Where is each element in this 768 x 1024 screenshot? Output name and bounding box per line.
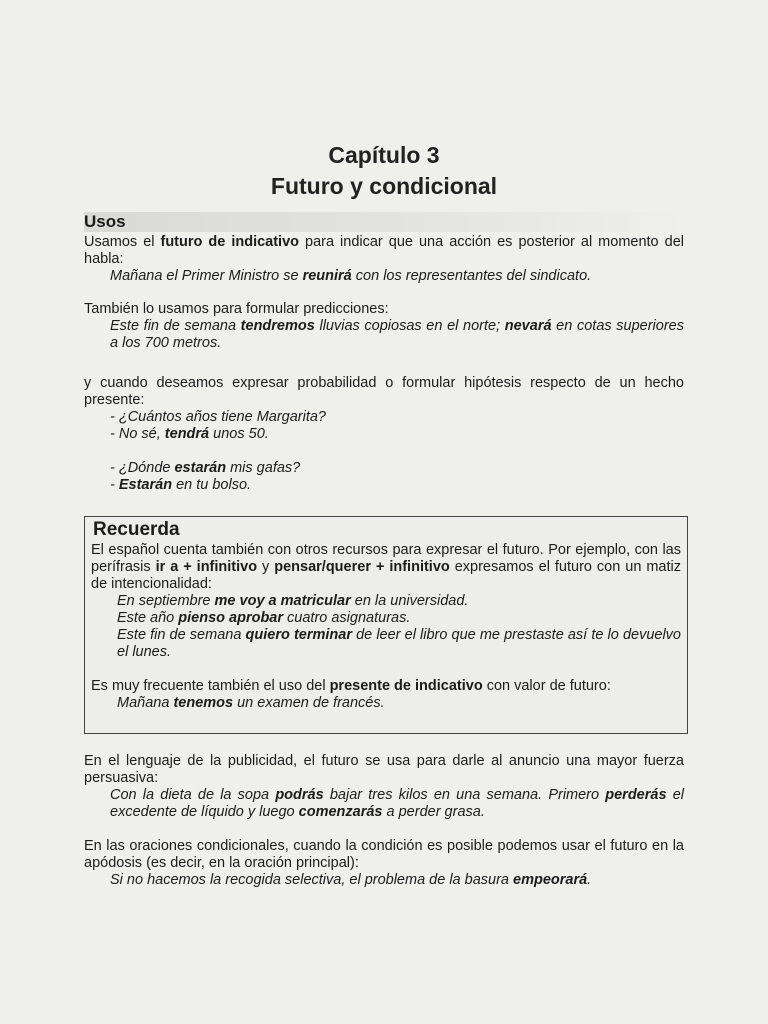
condicionales-text: En las oraciones condicionales, cuando la condición es posible podemos usar el futuro en la apódosis (es decir, en la oración principal):	[84, 838, 684, 871]
recuerda-heading: Recuerda	[93, 519, 180, 540]
text-run: .	[587, 872, 592, 888]
text-run: a perder grasa.	[382, 804, 485, 820]
usos-p3-text: y cuando deseamos expresar probabilidad o formular hipótesis respecto de un hecho presente:	[84, 375, 684, 408]
bold-term: presente de indicativo	[329, 678, 483, 694]
text-run: Este año	[117, 610, 179, 626]
bold-term: perderás	[605, 787, 667, 803]
recuerda-example-1	[91, 593, 681, 610]
bold-term: ir a + infinitivo	[155, 559, 258, 575]
publicidad-example	[84, 787, 684, 821]
bold-term: empeorará	[513, 872, 588, 888]
usos-p2-example	[84, 318, 684, 352]
bold-term: podrás	[275, 787, 324, 803]
text-run: - ¿Dónde	[110, 460, 175, 476]
publicidad-section	[84, 753, 684, 821]
text-run: de leer el libro que me prestaste así te lo devuelvo el lunes.	[117, 627, 681, 660]
text-run: -	[110, 477, 119, 493]
chapter-title-block	[0, 140, 768, 202]
text-run: con valor de futuro:	[482, 678, 611, 694]
text-run: el excedente de líquido y luego	[110, 787, 685, 820]
bold-term: me voy a matricular	[214, 593, 351, 609]
dialog-line-3	[84, 460, 684, 477]
bold-term: tendrá	[164, 426, 210, 442]
text-run: Este fin de semana	[117, 627, 246, 643]
bold-term: futuro de indicativo	[160, 234, 299, 250]
text-run: y	[257, 559, 275, 575]
usos-heading: Usos	[84, 212, 684, 232]
text-run: para indicar que una acción es posterior al momento del habla:	[84, 234, 684, 267]
dialog-line-4	[84, 477, 684, 494]
bold-term: nevará	[504, 318, 552, 334]
usos-paragraph-2	[84, 301, 684, 352]
text-run: mis gafas?	[226, 460, 301, 476]
bold-term: Estarán	[118, 477, 173, 493]
text-run: Este fin de semana	[110, 318, 241, 334]
recuerda-box	[84, 516, 688, 734]
text-run: en la universidad.	[350, 593, 469, 609]
bold-term: estarán	[174, 460, 227, 476]
text-run: Si no hacemos la recogida selectiva, el problema de la basura	[110, 872, 514, 888]
text-run: unos 50.	[209, 426, 269, 442]
text-run: Es muy frecuente también el uso del	[91, 678, 330, 694]
bold-term: tenemos	[173, 695, 234, 711]
usos-paragraph-1	[84, 234, 684, 285]
dialog-line-1: - ¿Cuántos años tiene Margarita?	[110, 409, 326, 425]
text-run: El español cuenta también con otros recursos para expresar el futuro. Por ejemplo, con las perífrasis	[91, 542, 681, 575]
text-run: Mañana	[117, 695, 174, 711]
chapter-number: Capítulo 3	[328, 142, 440, 168]
chapter-title: Futuro y condicional	[270, 173, 498, 199]
bold-term: comenzarás	[298, 804, 383, 820]
bold-term: tendremos	[240, 318, 315, 334]
usos-section	[84, 212, 684, 368]
text-run: lluvias copiosas en el norte;	[314, 318, 505, 334]
text-run: en cotas superiores a los 700 metros.	[110, 318, 684, 351]
text-run: cuatro asignaturas.	[283, 610, 411, 626]
recuerda-p2-example	[91, 695, 681, 712]
bold-term: pienso aprobar	[178, 610, 284, 626]
text-run: en tu bolso.	[172, 477, 252, 493]
text-run: En septiembre	[117, 593, 215, 609]
recuerda-example-3	[91, 627, 681, 661]
text-run: Usamos el	[84, 234, 161, 250]
recuerda-p2-text	[91, 678, 681, 695]
text-run: - No sé,	[110, 426, 165, 442]
condicionales-example	[84, 872, 684, 889]
publicidad-text: En el lenguaje de la publicidad, el futuro se usa para darle al anuncio una mayor fuerza persuasiva:	[84, 753, 684, 786]
usos-p2-text: También lo usamos para formular predicciones:	[84, 301, 389, 317]
bold-term: pensar/querer + infinitivo	[274, 559, 450, 575]
condicionales-section	[84, 838, 684, 889]
bold-term: reunirá	[302, 268, 352, 284]
text-run: bajar tres kilos en una semana. Primero	[323, 787, 606, 803]
recuerda-p1-text	[91, 542, 681, 593]
usos-paragraph-3	[84, 375, 684, 494]
text-run: con los representantes del sindicato.	[351, 268, 592, 284]
text-run: expresamos el futuro con un matiz de intencionalidad:	[91, 559, 681, 592]
recuerda-example-2	[91, 610, 681, 627]
text-run: un examen de francés.	[233, 695, 385, 711]
text-run: Con la dieta de la sopa	[110, 787, 276, 803]
dialog-line-2	[84, 426, 684, 443]
text-run: Mañana el Primer Ministro se	[110, 268, 303, 284]
usos-p1-text	[84, 234, 684, 268]
usos-p1-example	[84, 268, 684, 285]
bold-term: quiero terminar	[245, 627, 352, 643]
